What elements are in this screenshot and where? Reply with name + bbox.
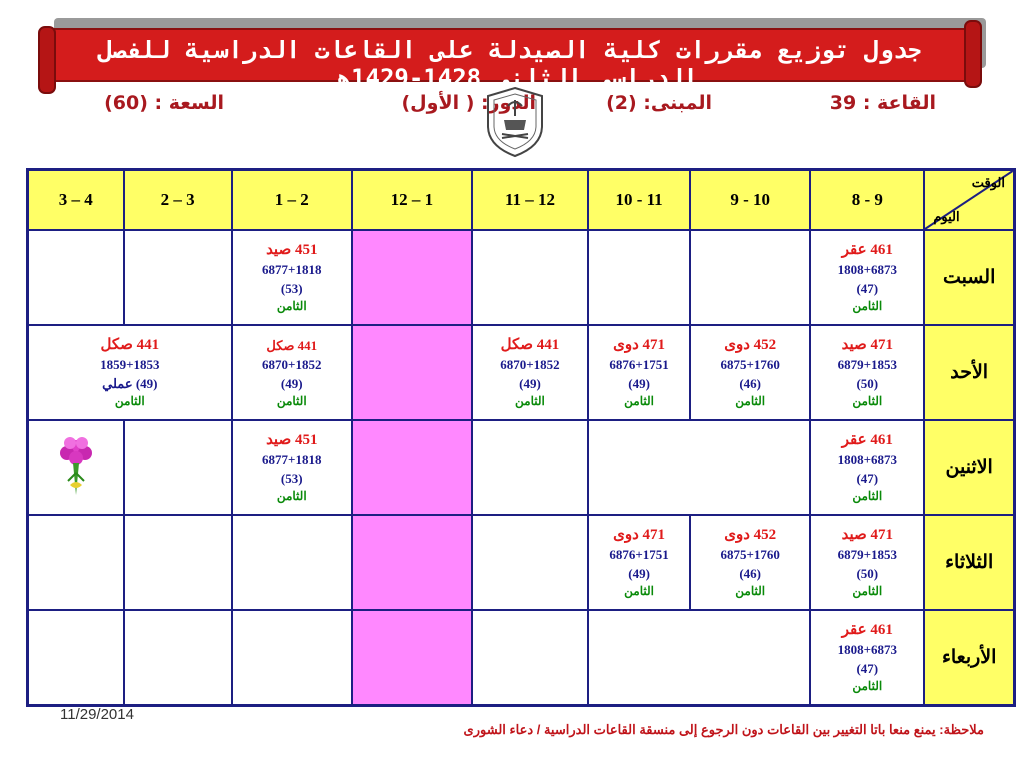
cell-tue-7	[124, 515, 232, 610]
course-level: الثامن	[852, 393, 883, 408]
day-label-tue: الثلاثاء	[924, 515, 1014, 610]
slot-header-6: 1 – 2	[232, 170, 352, 231]
student-count: (49)	[519, 375, 541, 391]
course-name: 452 دوى	[724, 336, 777, 353]
course-code: 6875+1760	[720, 546, 780, 562]
cell-tue-3	[588, 515, 690, 610]
cell-sat-7	[124, 230, 232, 325]
cell-sun-7-8	[28, 325, 232, 420]
student-count: (47)	[856, 470, 879, 486]
course-code: 1808+6873	[837, 261, 897, 277]
schedule-table	[26, 168, 1016, 707]
cell-sat-5-break	[352, 230, 472, 325]
course-level: الثامن	[852, 298, 883, 313]
course-code: 1859+1853	[100, 356, 160, 372]
cell-wed-2-3	[588, 610, 810, 706]
course-code: 1808+6873	[837, 641, 897, 657]
cell-sun-5-break	[352, 325, 472, 420]
cell-sun-2	[690, 325, 810, 420]
cell-mon-2-3	[588, 420, 810, 515]
cell-wed-7	[124, 610, 232, 706]
student-count: (46)	[739, 375, 762, 391]
course-level: الثامن	[852, 678, 883, 693]
footer-note: ملاحظة: يمنع منعا باتا التغيير بين القاعات دون الرجوع إلى منسقة القاعات الدراسية / دعاء الشورى	[463, 722, 984, 737]
course-name: 471 صيد	[841, 526, 893, 543]
student-count: (46)	[739, 565, 762, 581]
course-level: الثامن	[114, 393, 145, 408]
cell-tue-4	[472, 515, 588, 610]
cell-wed-6	[232, 610, 352, 706]
day-label-sun: الأحد	[924, 325, 1014, 420]
page-title: جدول توزيع مقررات كلية الصيدلة على القاعات الدراسية للفصل الدراسي الثاني 1428-1429هـ	[98, 36, 922, 92]
cell-tue-1	[810, 515, 924, 610]
student-count: (53)	[280, 470, 303, 486]
cell-sun-1	[810, 325, 924, 420]
course-level: الثامن	[276, 393, 307, 408]
course-level: الثامن	[276, 488, 307, 503]
header-row	[28, 170, 1015, 231]
date-stamp: 11/29/2014	[60, 706, 134, 723]
cell-sat-8	[28, 230, 124, 325]
table-row-sat	[28, 230, 1015, 325]
course-level: الثامن	[852, 583, 883, 598]
student-count: (49)	[280, 375, 303, 391]
cell-sat-4	[472, 230, 588, 325]
flower-bouquet-icon	[56, 433, 96, 499]
course-code: 6876+1751	[609, 356, 669, 372]
course-name: 441 صكل	[500, 336, 560, 353]
slot-header-3: 10 - 11	[588, 170, 690, 231]
cell-tue-2	[690, 515, 810, 610]
student-count: (47)	[856, 280, 879, 296]
cell-sat-1	[810, 230, 924, 325]
course-name: 441 صكل	[100, 336, 160, 353]
cell-wed-4	[472, 610, 588, 706]
course-name: 461 عقر	[841, 621, 893, 638]
corner-header	[924, 170, 1014, 231]
course-code: 6877+1818	[262, 451, 322, 467]
student-count: (49) عملي	[102, 375, 158, 391]
course-code: 6875+1760	[720, 356, 780, 372]
cell-sat-6	[232, 230, 352, 325]
table-row-tue	[28, 515, 1015, 610]
corner-day-label: اليوم	[933, 209, 960, 224]
slot-header-1: 8 - 9	[810, 170, 924, 231]
slot-header-7: 2 – 3	[124, 170, 232, 231]
floor-info: الدور: ( الأول)	[401, 92, 536, 114]
course-name: 461 عقر	[841, 241, 893, 258]
slot-header-5: 12 – 1	[352, 170, 472, 231]
banner-scroll-left	[38, 26, 56, 94]
cell-mon-6	[232, 420, 352, 515]
corner-time-label: الوقت	[971, 175, 1005, 190]
hall-info: القاعة : 39	[829, 92, 936, 114]
cell-wed-1	[810, 610, 924, 706]
cell-mon-5-break	[352, 420, 472, 515]
cell-sat-2	[690, 230, 810, 325]
student-count: (50)	[856, 565, 879, 581]
cell-tue-8	[28, 515, 124, 610]
student-count: (49)	[628, 565, 650, 581]
banner-scroll-right	[964, 20, 982, 88]
cell-sat-3	[588, 230, 690, 325]
course-level: الثامن	[624, 393, 654, 408]
university-seal-icon	[484, 86, 546, 158]
course-name: 452 دوى	[724, 526, 777, 543]
course-code: 6876+1751	[609, 546, 669, 562]
slot-header-2: 9 - 10	[690, 170, 810, 231]
day-label-mon: الاثنين	[924, 420, 1014, 515]
course-code: 6879+1853	[837, 356, 897, 372]
course-code: 6870+1852	[262, 356, 322, 372]
day-label-sat: السبت	[924, 230, 1014, 325]
capacity-info: السعة : (60)	[104, 92, 224, 114]
course-name: 471 صيد	[841, 336, 893, 353]
student-count: (49)	[628, 375, 650, 391]
course-code: 1808+6873	[837, 451, 897, 467]
cell-mon-4	[472, 420, 588, 515]
table-row-wed	[28, 610, 1015, 706]
cell-wed-5-break	[352, 610, 472, 706]
course-code: 6879+1853	[837, 546, 897, 562]
title-banner	[44, 28, 976, 92]
course-code: 6877+1818	[262, 261, 322, 277]
course-name: 471 دوى	[613, 526, 666, 543]
building-info: المبنى: (2)	[606, 92, 712, 114]
student-count: (53)	[280, 280, 303, 296]
cell-sun-3	[588, 325, 690, 420]
cell-tue-5-break	[352, 515, 472, 610]
course-level: الثامن	[852, 488, 883, 503]
cell-mon-8	[28, 420, 124, 515]
student-count: (50)	[856, 375, 879, 391]
table-row-sun	[28, 325, 1015, 420]
course-level: الثامن	[276, 298, 307, 313]
cell-mon-7	[124, 420, 232, 515]
slot-header-4: 11 – 12	[472, 170, 588, 231]
course-code: 6870+1852	[500, 356, 560, 372]
course-level: الثامن	[624, 583, 654, 598]
course-level: الثامن	[735, 583, 766, 598]
course-level: الثامن	[735, 393, 766, 408]
cell-sun-6	[232, 325, 352, 420]
cell-sun-4	[472, 325, 588, 420]
student-count: (47)	[856, 660, 879, 676]
day-label-wed: الأربعاء	[924, 610, 1014, 706]
course-name: 461 عقر	[841, 431, 893, 448]
course-name: 451 صيد	[266, 431, 318, 448]
table-row-mon	[28, 420, 1015, 515]
course-name: 471 دوى	[613, 336, 666, 353]
course-name: 451 صيد	[266, 241, 318, 258]
course-level: الثامن	[515, 393, 545, 408]
cell-tue-6	[232, 515, 352, 610]
slot-header-8: 3 – 4	[28, 170, 124, 231]
cell-wed-8	[28, 610, 124, 706]
course-name: 441 صكل	[266, 337, 318, 353]
cell-mon-1	[810, 420, 924, 515]
